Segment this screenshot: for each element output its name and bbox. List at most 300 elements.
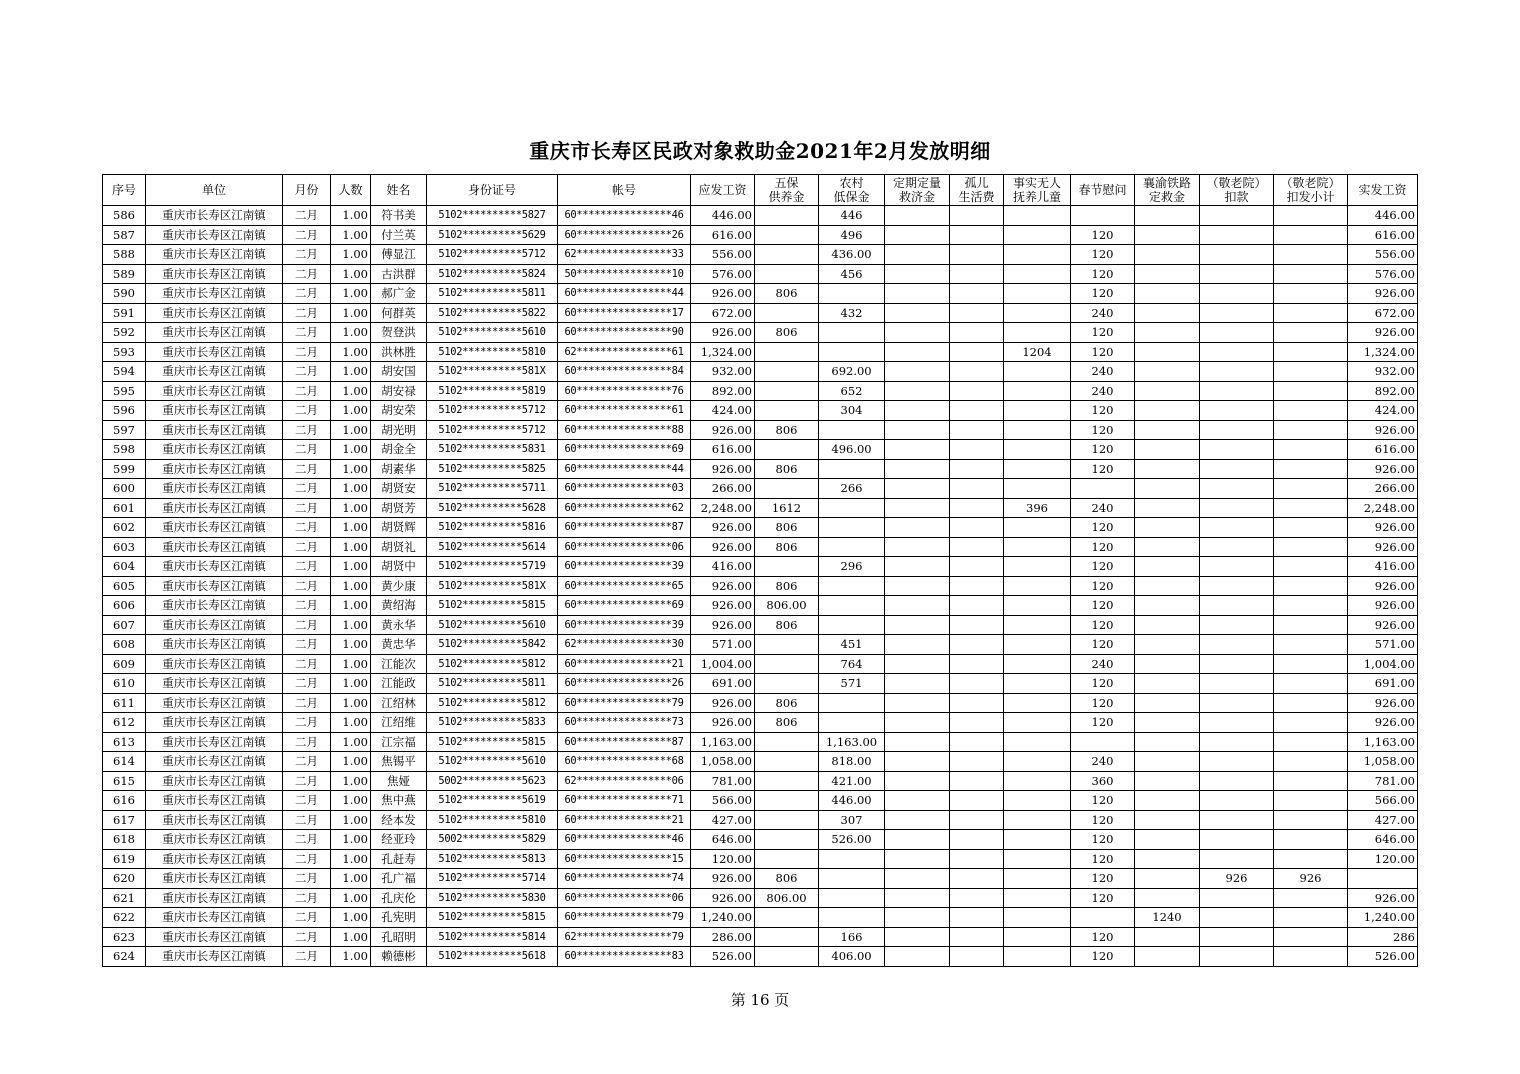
table-cell: 经亚玲 (371, 830, 427, 850)
table-cell (885, 830, 950, 850)
table-cell: 926.00 (691, 518, 755, 538)
table-cell: 240 (1071, 498, 1135, 518)
table-cell (950, 303, 1004, 323)
table-cell: 胡安禄 (371, 381, 427, 401)
table-cell: 1.00 (331, 342, 371, 362)
table-cell: 1.00 (331, 206, 371, 226)
column-header: 事实无人 抚养儿童 (1004, 175, 1071, 206)
table-cell: 二月 (283, 947, 331, 967)
table-cell: 江绍维 (371, 713, 427, 733)
table-cell: 重庆市长寿区江南镇 (146, 342, 283, 362)
table-cell (1274, 303, 1348, 323)
table-cell: 5102**********5719 (427, 557, 558, 577)
table-cell (1200, 849, 1274, 869)
table-cell: 5102**********5629 (427, 225, 558, 245)
column-header: 春节慰问 (1071, 175, 1135, 206)
table-cell: 孔赶寿 (371, 849, 427, 869)
table-cell: 二月 (283, 615, 331, 635)
table-cell (1200, 596, 1274, 616)
table-cell: 洪林胜 (371, 342, 427, 362)
table-cell: 1.00 (331, 849, 371, 869)
table-cell: 重庆市长寿区江南镇 (146, 459, 283, 479)
table-cell (950, 654, 1004, 674)
table-cell: 黄少康 (371, 576, 427, 596)
table-cell: 重庆市长寿区江南镇 (146, 537, 283, 557)
table-cell: 586 (103, 206, 146, 226)
table-cell (885, 264, 950, 284)
table-cell (1274, 459, 1348, 479)
table-cell: 566.00 (1348, 791, 1418, 811)
table-cell: 1.00 (331, 615, 371, 635)
table-row (103, 206, 1418, 226)
table-cell: 重庆市长寿区江南镇 (146, 206, 283, 226)
table-cell: 1.00 (331, 498, 371, 518)
table-cell: 592 (103, 323, 146, 343)
table-cell: 胡贤安 (371, 479, 427, 499)
table-cell: 5102**********5830 (427, 888, 558, 908)
table-cell (1004, 401, 1071, 421)
table-cell: 602 (103, 518, 146, 538)
column-header: 帐号 (558, 175, 691, 206)
table-cell (1004, 537, 1071, 557)
table-cell (950, 732, 1004, 752)
table-cell (755, 849, 819, 869)
table-cell: 926.00 (1348, 323, 1418, 343)
table-cell: 304 (819, 401, 885, 421)
table-cell (950, 362, 1004, 382)
table-cell (950, 459, 1004, 479)
table-cell: 1.00 (331, 888, 371, 908)
table-cell (885, 459, 950, 479)
table-cell (885, 245, 950, 265)
table-cell (1135, 732, 1200, 752)
table-cell: 590 (103, 284, 146, 304)
table-cell: 806 (755, 459, 819, 479)
table-cell (1135, 752, 1200, 772)
table-cell: 446.00 (1348, 206, 1418, 226)
table-cell (1135, 362, 1200, 382)
table-cell (950, 927, 1004, 947)
table-cell (755, 245, 819, 265)
table-cell: 806 (755, 284, 819, 304)
table-cell: 416.00 (1348, 557, 1418, 577)
table-cell: 62****************61 (558, 342, 691, 362)
table-cell: 2,248.00 (1348, 498, 1418, 518)
table-cell: 5102**********5628 (427, 498, 558, 518)
table-cell (1274, 771, 1348, 791)
table-cell (1135, 537, 1200, 557)
table-cell: 1.00 (331, 830, 371, 850)
table-cell: 二月 (283, 927, 331, 947)
table-cell: 1.00 (331, 908, 371, 928)
table-cell: 5102**********5811 (427, 674, 558, 694)
table-cell: 926.00 (1348, 596, 1418, 616)
table-cell: 926 (1274, 869, 1348, 889)
table-row (103, 342, 1418, 362)
table-cell: 240 (1071, 303, 1135, 323)
table-cell: 286.00 (691, 927, 755, 947)
table-cell (1135, 947, 1200, 967)
table-cell (1135, 927, 1200, 947)
table-cell (755, 381, 819, 401)
table-cell: 二月 (283, 869, 331, 889)
table-cell: 二月 (283, 732, 331, 752)
table-cell: 120 (1071, 459, 1135, 479)
table-cell: 60****************46 (558, 830, 691, 850)
table-cell (1200, 771, 1274, 791)
table-cell: 焦锡平 (371, 752, 427, 772)
table-cell: 266.00 (691, 479, 755, 499)
table-cell (1135, 206, 1200, 226)
table-cell (1274, 654, 1348, 674)
table-cell: 556.00 (691, 245, 755, 265)
table-cell: 二月 (283, 693, 331, 713)
table-cell: 重庆市长寿区江南镇 (146, 713, 283, 733)
table-cell (885, 752, 950, 772)
table-cell: 432 (819, 303, 885, 323)
table-cell: 二月 (283, 596, 331, 616)
table-cell (1274, 420, 1348, 440)
table-cell: 1.00 (331, 713, 371, 733)
table-cell: 1.00 (331, 635, 371, 655)
table-cell (950, 713, 1004, 733)
table-cell (1274, 849, 1348, 869)
table-cell (755, 791, 819, 811)
table-cell: 重庆市长寿区江南镇 (146, 381, 283, 401)
table-cell: 重庆市长寿区江南镇 (146, 635, 283, 655)
table-cell: 重庆市长寿区江南镇 (146, 791, 283, 811)
table-cell: 胡贤中 (371, 557, 427, 577)
table-cell: 1,240.00 (691, 908, 755, 928)
table-cell (1200, 752, 1274, 772)
table-cell (950, 245, 1004, 265)
table-cell: 赖德彬 (371, 947, 427, 967)
table-cell (885, 303, 950, 323)
table-cell (1004, 752, 1071, 772)
table-cell (1004, 225, 1071, 245)
table-cell: 610 (103, 674, 146, 694)
table-cell: 5102**********5816 (427, 518, 558, 538)
table-cell: 120 (1071, 245, 1135, 265)
table-cell: 60****************65 (558, 576, 691, 596)
table-cell (755, 908, 819, 928)
table-cell (1135, 440, 1200, 460)
table-cell: 二月 (283, 479, 331, 499)
table-cell: 120 (1071, 284, 1135, 304)
table-cell: 396 (1004, 498, 1071, 518)
table-cell: 孔广福 (371, 869, 427, 889)
table-cell: 1.00 (331, 752, 371, 772)
table-cell (1274, 284, 1348, 304)
table-cell (1004, 440, 1071, 460)
table-cell: 重庆市长寿区江南镇 (146, 245, 283, 265)
table-cell (1200, 654, 1274, 674)
table-cell: 60****************69 (558, 440, 691, 460)
table-cell (1071, 732, 1135, 752)
table-cell (755, 225, 819, 245)
table-cell (1200, 830, 1274, 850)
table-cell: 566.00 (691, 791, 755, 811)
table-cell: 1.00 (331, 947, 371, 967)
column-header: 单位 (146, 175, 283, 206)
table-cell (819, 537, 885, 557)
table-cell (1200, 576, 1274, 596)
table-cell: 436.00 (819, 245, 885, 265)
table-row (103, 713, 1418, 733)
table-cell (885, 401, 950, 421)
column-header: 姓名 (371, 175, 427, 206)
table-cell: 598 (103, 440, 146, 460)
table-cell: 二月 (283, 206, 331, 226)
table-cell (1200, 557, 1274, 577)
table-cell: 黄忠华 (371, 635, 427, 655)
table-cell (885, 693, 950, 713)
table-cell: 5102**********5610 (427, 615, 558, 635)
column-header: 五保 供养金 (755, 175, 819, 206)
table-cell: 616.00 (1348, 440, 1418, 460)
table-cell: 932.00 (1348, 362, 1418, 382)
table-row (103, 440, 1418, 460)
table-cell: 二月 (283, 264, 331, 284)
table-cell (755, 947, 819, 967)
table-cell: 二月 (283, 381, 331, 401)
table-cell (1200, 713, 1274, 733)
table-cell (755, 654, 819, 674)
table-cell: 1.00 (331, 869, 371, 889)
table-cell: 672.00 (1348, 303, 1418, 323)
table-cell: 符书美 (371, 206, 427, 226)
table-row (103, 849, 1418, 869)
table-cell: 296 (819, 557, 885, 577)
table-cell: 60****************15 (558, 849, 691, 869)
table-cell (950, 557, 1004, 577)
table-cell: 614 (103, 752, 146, 772)
table-cell: 120 (1071, 557, 1135, 577)
table-cell (819, 888, 885, 908)
table-cell: 120 (1071, 264, 1135, 284)
table-cell: 1.00 (331, 440, 371, 460)
table-cell: 重庆市长寿区江南镇 (146, 674, 283, 694)
table-cell: 60****************76 (558, 381, 691, 401)
table-cell: 926.00 (1348, 284, 1418, 304)
table-cell: 二月 (283, 498, 331, 518)
table-cell: 926 (1200, 869, 1274, 889)
table-cell (885, 323, 950, 343)
table-row (103, 674, 1418, 694)
table-cell (950, 537, 1004, 557)
table-cell (885, 381, 950, 401)
table-cell (1274, 498, 1348, 518)
table-cell (1135, 323, 1200, 343)
table-cell: 427.00 (1348, 810, 1418, 830)
table-cell: 1.00 (331, 596, 371, 616)
table-cell (885, 674, 950, 694)
table-cell: 612 (103, 713, 146, 733)
table-cell (1200, 323, 1274, 343)
table-cell: 60****************17 (558, 303, 691, 323)
table-cell: 806 (755, 693, 819, 713)
table-cell (1135, 303, 1200, 323)
table-cell: 587 (103, 225, 146, 245)
table-cell: 60****************87 (558, 732, 691, 752)
table-cell (885, 849, 950, 869)
table-cell: 二月 (283, 303, 331, 323)
table-cell: 60****************06 (558, 888, 691, 908)
table-cell (1274, 713, 1348, 733)
table-cell: 1.00 (331, 323, 371, 343)
table-cell: 926.00 (691, 596, 755, 616)
table-row (103, 537, 1418, 557)
table-cell: 60****************62 (558, 498, 691, 518)
table-cell (819, 849, 885, 869)
table-cell: 605 (103, 576, 146, 596)
column-header: 孤儿 生活费 (950, 175, 1004, 206)
table-cell: 240 (1071, 381, 1135, 401)
table-cell: 孔宪明 (371, 908, 427, 928)
table-cell: 596 (103, 401, 146, 421)
table-cell: 571.00 (1348, 635, 1418, 655)
table-cell: 5102**********5825 (427, 459, 558, 479)
table-cell: 599 (103, 459, 146, 479)
table-cell: 二月 (283, 342, 331, 362)
table-cell (755, 264, 819, 284)
table-cell (755, 303, 819, 323)
table-cell: 120 (1071, 947, 1135, 967)
table-row (103, 771, 1418, 791)
table-body (103, 206, 1418, 967)
table-cell: 胡贤礼 (371, 537, 427, 557)
table-cell (1274, 908, 1348, 928)
table-cell (1274, 693, 1348, 713)
table-cell (1135, 245, 1200, 265)
table-cell: 818.00 (819, 752, 885, 772)
table-cell: 1,163.00 (1348, 732, 1418, 752)
table-cell (1135, 498, 1200, 518)
table-cell: 926.00 (1348, 576, 1418, 596)
table-cell: 60****************26 (558, 674, 691, 694)
table-cell (950, 752, 1004, 772)
table-cell (819, 576, 885, 596)
table-row (103, 401, 1418, 421)
table-cell (1135, 635, 1200, 655)
table-cell (1135, 284, 1200, 304)
table-cell: 620 (103, 869, 146, 889)
table-cell (1200, 401, 1274, 421)
table-cell (885, 888, 950, 908)
table-cell (1274, 615, 1348, 635)
table-cell: 重庆市长寿区江南镇 (146, 830, 283, 850)
table-cell: 傅显江 (371, 245, 427, 265)
table-cell: 5102**********5827 (427, 206, 558, 226)
table-cell: 二月 (283, 752, 331, 772)
table-cell: 50****************10 (558, 264, 691, 284)
table-cell: 1.00 (331, 810, 371, 830)
table-cell: 1,324.00 (1348, 342, 1418, 362)
table-cell (1135, 225, 1200, 245)
table-row (103, 362, 1418, 382)
table-cell: 166 (819, 927, 885, 947)
table-cell (885, 206, 950, 226)
table-cell (1274, 927, 1348, 947)
table-cell: 1,324.00 (691, 342, 755, 362)
table-cell: 307 (819, 810, 885, 830)
table-cell: 1.00 (331, 362, 371, 382)
table-cell: 重庆市长寿区江南镇 (146, 284, 283, 304)
table-cell (1004, 771, 1071, 791)
table-cell: 二月 (283, 245, 331, 265)
table-cell: 764 (819, 654, 885, 674)
table-cell (1200, 791, 1274, 811)
table-cell (1135, 596, 1200, 616)
table-cell: 江能次 (371, 654, 427, 674)
table-cell: 重庆市长寿区江南镇 (146, 771, 283, 791)
table-cell: 重庆市长寿区江南镇 (146, 752, 283, 772)
table-cell (1200, 927, 1274, 947)
table-cell: 806 (755, 576, 819, 596)
table-cell (1135, 674, 1200, 694)
table-cell: 重庆市长寿区江南镇 (146, 849, 283, 869)
table-cell: 120 (1071, 596, 1135, 616)
table-cell: 120 (1071, 927, 1135, 947)
table-cell (755, 342, 819, 362)
table-cell (885, 498, 950, 518)
table-cell: 1.00 (331, 674, 371, 694)
table-cell (755, 557, 819, 577)
table-cell: 二月 (283, 537, 331, 557)
table-cell: 5102**********5833 (427, 713, 558, 733)
table-row (103, 557, 1418, 577)
table-cell: 胡金全 (371, 440, 427, 460)
table-cell (1135, 342, 1200, 362)
table-cell: 595 (103, 381, 146, 401)
table-cell (1004, 654, 1071, 674)
table-cell: 5102**********5619 (427, 791, 558, 811)
table-cell: 5102**********5610 (427, 323, 558, 343)
table-cell (1200, 947, 1274, 967)
table-cell: 618 (103, 830, 146, 850)
table-cell (1200, 362, 1274, 382)
table-cell (885, 927, 950, 947)
table-cell: 5102**********5714 (427, 869, 558, 889)
table-cell (1274, 342, 1348, 362)
table-cell (1274, 791, 1348, 811)
table-cell (1200, 537, 1274, 557)
table-cell: 604 (103, 557, 146, 577)
table-cell: 1.00 (331, 518, 371, 538)
table-cell: 60****************21 (558, 810, 691, 830)
table-cell: 691.00 (1348, 674, 1418, 694)
table-cell (1135, 576, 1200, 596)
table-cell (950, 810, 1004, 830)
table-cell: 60****************79 (558, 693, 691, 713)
table-cell: 926.00 (691, 420, 755, 440)
table-cell (1200, 440, 1274, 460)
table-cell: 446.00 (819, 791, 885, 811)
table-cell: 621 (103, 888, 146, 908)
table-cell: 5102**********5618 (427, 947, 558, 967)
table-cell: 贺登洪 (371, 323, 427, 343)
table-cell (1200, 479, 1274, 499)
table-cell (1274, 362, 1348, 382)
table-cell: 608 (103, 635, 146, 655)
table-cell (1004, 557, 1071, 577)
table-cell (1004, 206, 1071, 226)
table-cell: 重庆市长寿区江南镇 (146, 869, 283, 889)
table-cell: 1.00 (331, 264, 371, 284)
table-cell: 二月 (283, 810, 331, 830)
table-cell (1200, 615, 1274, 635)
table-cell: 589 (103, 264, 146, 284)
